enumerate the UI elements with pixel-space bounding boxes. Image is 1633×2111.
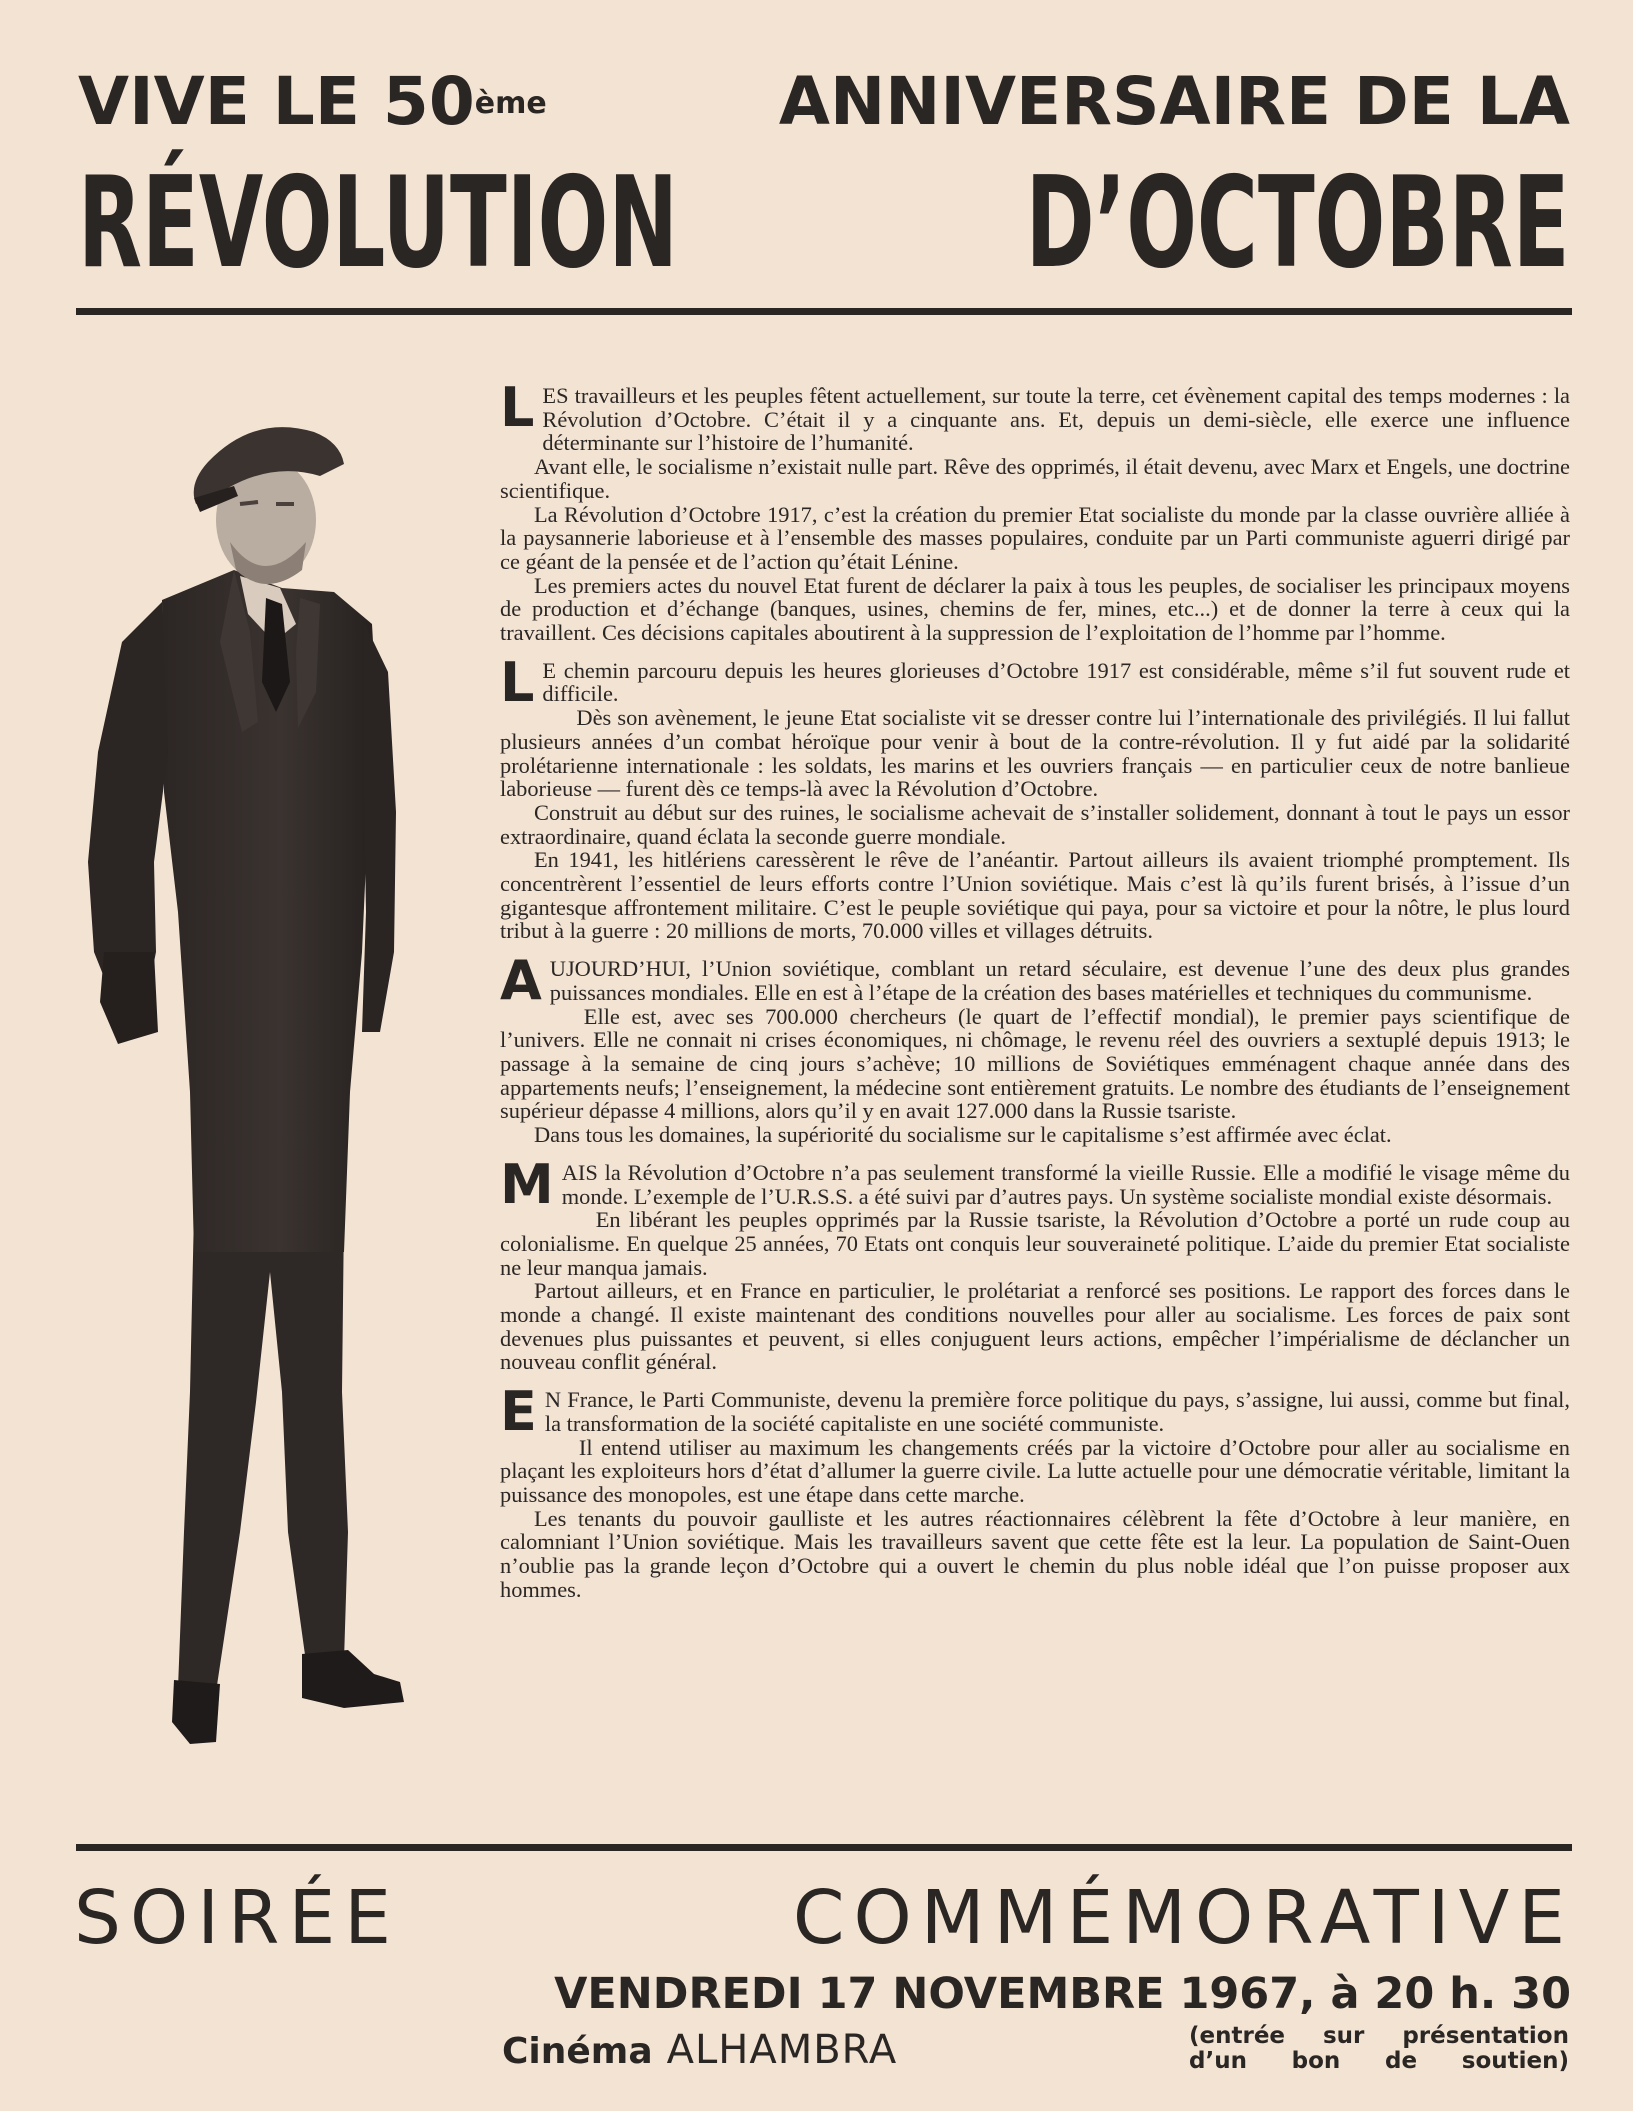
drop-cap: E [500, 1380, 537, 1444]
event-date: VENDREDI 17 NOVEMBRE 1967, à 20 h. 30 [554, 1969, 1571, 2019]
headline-october: D’OCTOBRE [1025, 149, 1570, 296]
paragraph: Avant elle, le socialisme n’existait nulle part. Rêve des opprimés, il était devenu, avec Marx et Engels, une doctrine scientifique. [500, 454, 1570, 503]
drop-cap: L [500, 376, 535, 439]
paragraph: Elle est, avec ses 700.000 chercheurs (le quart de l’effectif mondial), le premier pays scientifique de l’univers. Elle ne connait ni crises économiques, ni chômage, le revenu réel des ouvriers a sextuplé depuis 1913; le passage à la semaine de cinq jours s’achève; 10 millions de Soviétiques emménagent chaque année dans des appartements neufs; l’enseignement, la médecine sont entièrement gratuits. Le nombre des étudiants de l’enseignement supérieur dépasse 4 millions, alors qu’il y en avait 127.000 dans la Russie tsariste. [500, 1003, 1570, 1124]
paragraph: Dès son avènement, le jeune Etat socialiste vit se dresser contre lui l’internationale des privilégiés. Il lui fallut plusieurs années d’un combat héroïque pour venir à bout de la contre-révolution. Il y fut aidé par la solidarité prolétarienne internationale : les soldats, les marins et les ouvriers français — en particulier ceux de notre banlieue laborieuse — furent dès ce temps-là avec la Révolution d’Octobre. [500, 705, 1570, 802]
paragraph: Les tenants du pouvoir gaulliste et les autres réactionnaires célèbrent la fête d’Octobre à leur manière, en calomniant l’Union soviétique. Mais les travailleurs savent que cette fête est la leur. La population de Saint-Ouen n’oublie pas la grande leçon d’Octobre qui a ouvert le chemin du plus noble idéal que l’on puisse proposer aux hommes. [500, 1505, 1570, 1602]
headline-line-2 [78, 149, 1570, 296]
entry-note-line-1: (entrée sur présentation [1189, 2023, 1569, 2049]
drop-cap: L [500, 650, 535, 714]
section-lead: MAIS la Révolution d’Octobre n’a pas seulement transformé la vieille Russie. Elle a modifié le visage même du monde. L’exemple de l’U.R.S.S. a été suivi par d’autres pays. Un système socialiste mondial existe désormais. [500, 1152, 1570, 1216]
paragraph: Il entend utiliser au maximum les changements créés par la victoire d’Octobre pour aller au socialisme en plaçant les exploiteurs hors d’état d’allumer la guerre civile. La lutte actuelle pour une démocratie véritable, limitant la puissance des monopoles, est une étape dans cette marche. [500, 1434, 1570, 1507]
event-venue [502, 2022, 897, 2080]
entry-note [1189, 2024, 1569, 2074]
section-lead: AUJOURD’HUI, l’Union soviétique, comblant un retard séculaire, est devenue l’une des deux plus grandes puissances mondiales. Elle en est à l’étape de la création des bases matérielles et techniques du communisme. [500, 949, 1570, 1013]
section-lead: E N France, le Parti Communiste, devenu la première force politique du pays, s’assigne, lui aussi, comme but final, la transformation de la société capitaliste en une société communiste. [500, 1380, 1570, 1444]
venue-label: Cinéma [502, 2031, 653, 2072]
headline-anniversary: ANNIVERSAIRE DE LA [778, 63, 1570, 140]
event-title [74, 1868, 1574, 1968]
bottom-rule [76, 1844, 1572, 1851]
paragraph: Construit au début sur des ruines, le socialisme achevait de s’installer solidement, donnant à tout le pays un essor extraordinaire, quand éclata la seconde guerre mondiale. [500, 799, 1570, 849]
entry-note-line-2: d’un bon de soutien) [1189, 2048, 1569, 2074]
section-lead: L E chemin parcouru depuis les heures glorieuses d’Octobre 1917 est considérable, même s’il fut souvent rude et difficile. [500, 650, 1570, 714]
section-lead: LES travailleurs et les peuples fêtent actuellement, sur toute la terre, cet évènement capital des temps modernes : la Révolution d’Octobre. C’était il y a cinquante ans. Et, depuis un demi-siècle, elle exerce une influence déterminante sur l’histoire de l’humanité. [500, 376, 1570, 456]
portrait-photo [44, 392, 484, 1782]
event-title-word-2: COMMÉMORATIVE [792, 1875, 1574, 1961]
body-text [500, 376, 1570, 1602]
paragraph: La Révolution d’Octobre 1917, c’est la création du premier Etat socialiste du monde par la classe ouvrière alliée à la paysannerie laborieuse et à l’ensemble des masses populaires, conduite par un Parti communiste aguerri dirigé par ce géant de la pensée et de l’action qu’était Lénine. [500, 501, 1570, 574]
venue-name: ALHAMBRA [666, 2027, 898, 2073]
ordinal-suffix: ème [474, 86, 547, 121]
headline-line-1 [78, 62, 1570, 142]
paragraph: Les premiers actes du nouvel Etat furent de déclarer la paix à tous les peuples, de socialiser les principaux moyens de production et d’échange (banques, usines, chemins de fer, mines, etc...) et de donner la terre à ceux qui la travaillent. Ces décisions capitales aboutirent à la suppression de l’exploitation de l’homme par l’homme. [500, 572, 1570, 646]
drop-cap: A [500, 949, 542, 1013]
top-rule [76, 308, 1572, 315]
drop-cap: M [500, 1152, 554, 1216]
headline-revolution: RÉVOLUTION [78, 149, 678, 296]
paragraph: Partout ailleurs, et en France en particulier, le prolétariat a renforcé ses positions. Le rapport des forces dans le monde a changé. Il existe maintenant des conditions nouvelles pour aller au socialisme. Les forces de paix sont devenues plus puissantes et peuvent, si elles conjuguent leurs actions, empêcher l’impérialisme de déclancher un nouveau conflit général. [500, 1278, 1570, 1375]
paragraph: En 1941, les hitlériens caressèrent le rêve de l’anéantir. Partout ailleurs ils avaient triomphé promptement. Ils concentrèrent l’essentiel de leurs efforts contre l’Union soviétique. Mais c’est là qu’ils furent brisés, à l’issue d’un gigantesque affrontement militaire. C’est le peuple soviétique qui paya, pour sa victoire et pour la nôtre, le plus lourd tribut à la guerre : 20 millions de morts, 70.000 villes et villages détruits. [500, 847, 1570, 944]
paragraph: Dans tous les domaines, la supériorité du socialisme sur le capitalisme s’est affirmée avec éclat. [534, 1122, 1392, 1148]
paragraph: En libérant les peuples opprimés par la Russie tsariste, la Révolution d’Octobre a porté un rude coup au colonialisme. En quelque 25 années, 70 Etats ont conquis leur souveraineté politique. L’aide du premier Etat socialiste ne leur manqua jamais. [500, 1207, 1570, 1280]
event-title-word-1: SOIRÉE [74, 1875, 400, 1961]
headline-prefix: VIVE LE 50ème [78, 63, 547, 140]
